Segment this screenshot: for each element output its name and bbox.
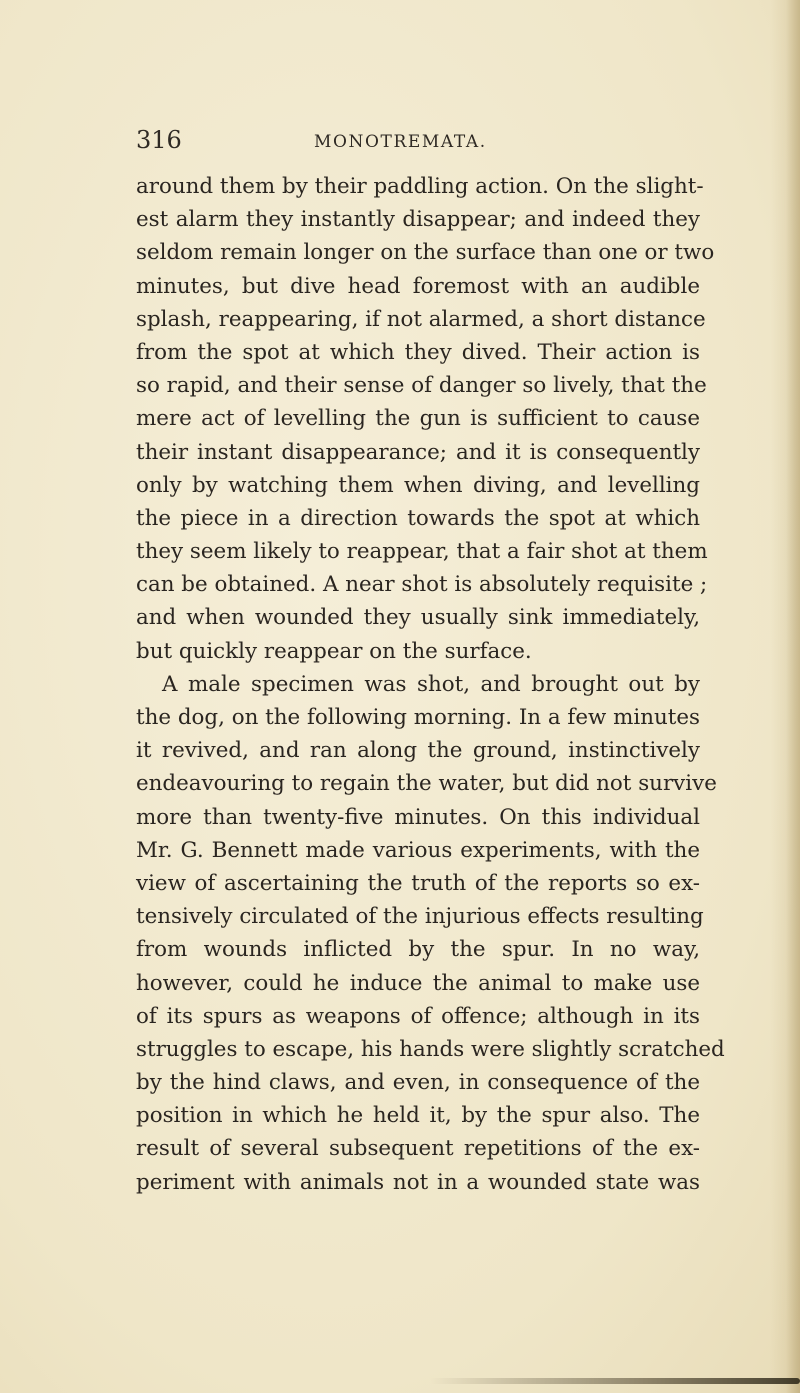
page-number: 316 [136, 126, 182, 154]
text-line: and when wounded they usually sink immediately, [136, 605, 700, 631]
text-line: minutes, but dive head foremost with an audible [136, 273, 700, 299]
text-line: splash, reappearing, if not alarmed, a short distance [136, 306, 706, 332]
text-line: more than twenty-five minutes. On this individual [136, 804, 700, 830]
text-line: mere act of levelling the gun is sufficient to cause [136, 406, 700, 432]
text-line: endeavouring to regain the water, but did not survive [136, 771, 717, 797]
text-line: struggles to escape, his hands were slightly scratched [136, 1036, 725, 1062]
text-line: view of ascertaining the truth of the reports so ex- [136, 870, 700, 896]
text-line: so rapid, and their sense of danger so lively, that the [136, 373, 707, 399]
text-line: seldom remain longer on the surface than one or two [136, 240, 715, 266]
text-line-paragraph-start: A male specimen was shot, and brought out by [162, 671, 700, 697]
text-line: periment with animals not in a wounded state was [136, 1169, 700, 1195]
text-line: from the spot at which they dived. Their action is [136, 339, 700, 365]
text-line: position in which he held it, by the spur also. The [136, 1103, 700, 1129]
text-line: the dog, on the following morning. In a few minutes [136, 705, 701, 730]
text-line: but quickly reappear on the surface. [136, 638, 532, 664]
text-line: around them by their paddling action. On the slight- [136, 174, 704, 199]
text-line: their instant disappearance; and it is consequently [136, 439, 700, 465]
body-text [136, 170, 725, 1199]
text-line: of its spurs as weapons of offence; although in its [136, 1003, 700, 1029]
text-line: by the hind claws, and even, in consequence of the [136, 1070, 700, 1096]
text-line: Mr. G. Bennett made various experiments, with the [136, 837, 700, 863]
text-line: from wounds inflicted by the spur. In no way, [136, 937, 700, 963]
page-header [136, 126, 696, 160]
page-edge-shadow [786, 0, 800, 1393]
text-line: result of several subsequent repetitions of the ex- [136, 1136, 700, 1162]
text-line: only by watching them when diving, and levelling [136, 472, 700, 498]
text-line: it revived, and ran along the ground, instinctively [136, 738, 700, 764]
bottom-edge-smudge [430, 1378, 800, 1384]
text-line: however, could he induce the animal to make use [136, 970, 700, 996]
text-line: they seem likely to reappear, that a fair shot at them [136, 539, 708, 565]
text-line: the piece in a direction towards the spot at which [136, 505, 700, 531]
running-head: MONOTREMATA. [314, 132, 487, 152]
text-line: tensively circulated of the injurious effects resulting [136, 904, 704, 930]
text-line: est alarm they instantly disappear; and indeed they [136, 207, 700, 233]
text-line: can be obtained. A near shot is absolutely requisite ; [136, 572, 708, 598]
